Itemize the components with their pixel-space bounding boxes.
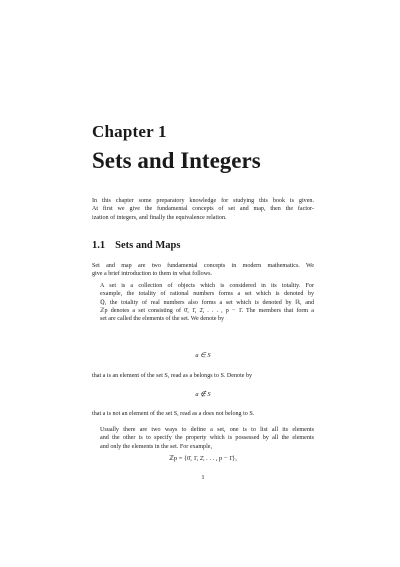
section-number: 1.1 [92,240,106,251]
intro-paragraph [92,197,314,222]
page-number: 1 [201,474,205,481]
paragraph-line: ℤp denotes a set consisting of 0̄, 1̄, 2̄, . . . , p − 1̄. The members that form a [100,307,314,314]
paragraph-line: example, the totality of rational numbers forms a set which is denoted by [100,291,314,298]
paragraph-1 [92,262,314,279]
chapter-title: Sets and Integers [92,148,261,173]
paragraph-line: ℚ, the totality of real numbers also forms a set which is denoted by ℝ, and [100,299,314,306]
intro-line: At first we give the fundamental concepts of set and map, then the factor- [92,206,314,213]
display-formula-non-membership: a ∉ S [195,391,211,398]
paragraph-line: give a brief introduction to them in what follows. [92,271,212,278]
chapter-label: Chapter 1 [92,122,167,141]
paragraph-line: that a is an element of the set S, read as a belongs to S. Denote by [92,373,253,379]
paragraph-line: A set is a collection of objects which is considered in its totality. For [100,283,314,289]
paragraph-3 [92,372,314,380]
paragraph-5 [92,426,314,451]
paragraph-2 [92,282,314,323]
paragraph-line: Set and map are two fundamental concepts in modern mathematics. We [92,263,314,269]
paragraph-line: set are called the elements of the set. We denote by [100,316,225,323]
paragraph-line: that a is not an element of the set S, read as a does not belong to S. [92,411,255,417]
section-heading [92,240,180,251]
paragraph-line: Usually there are two ways to define a set, one is to list all its elements [100,427,314,433]
paragraph-4 [92,410,314,418]
display-formula-zp-set: ℤp = {0̄, 1̄, 2̄, . . . , p − 1̄}, [169,455,237,462]
intro-line: ization of integers, and finally the equivalence relation. [92,214,227,221]
intro-line: In this chapter some preparatory knowledge for studying this book is given. [92,198,314,204]
paragraph-line: and only the elements in the set. For example, [100,443,213,450]
paragraph-line: and the other is to specify the property which is possessed by all the elements [100,435,314,442]
display-formula-membership: a ∈ S [195,352,211,359]
section-title: Sets and Maps [115,240,181,251]
